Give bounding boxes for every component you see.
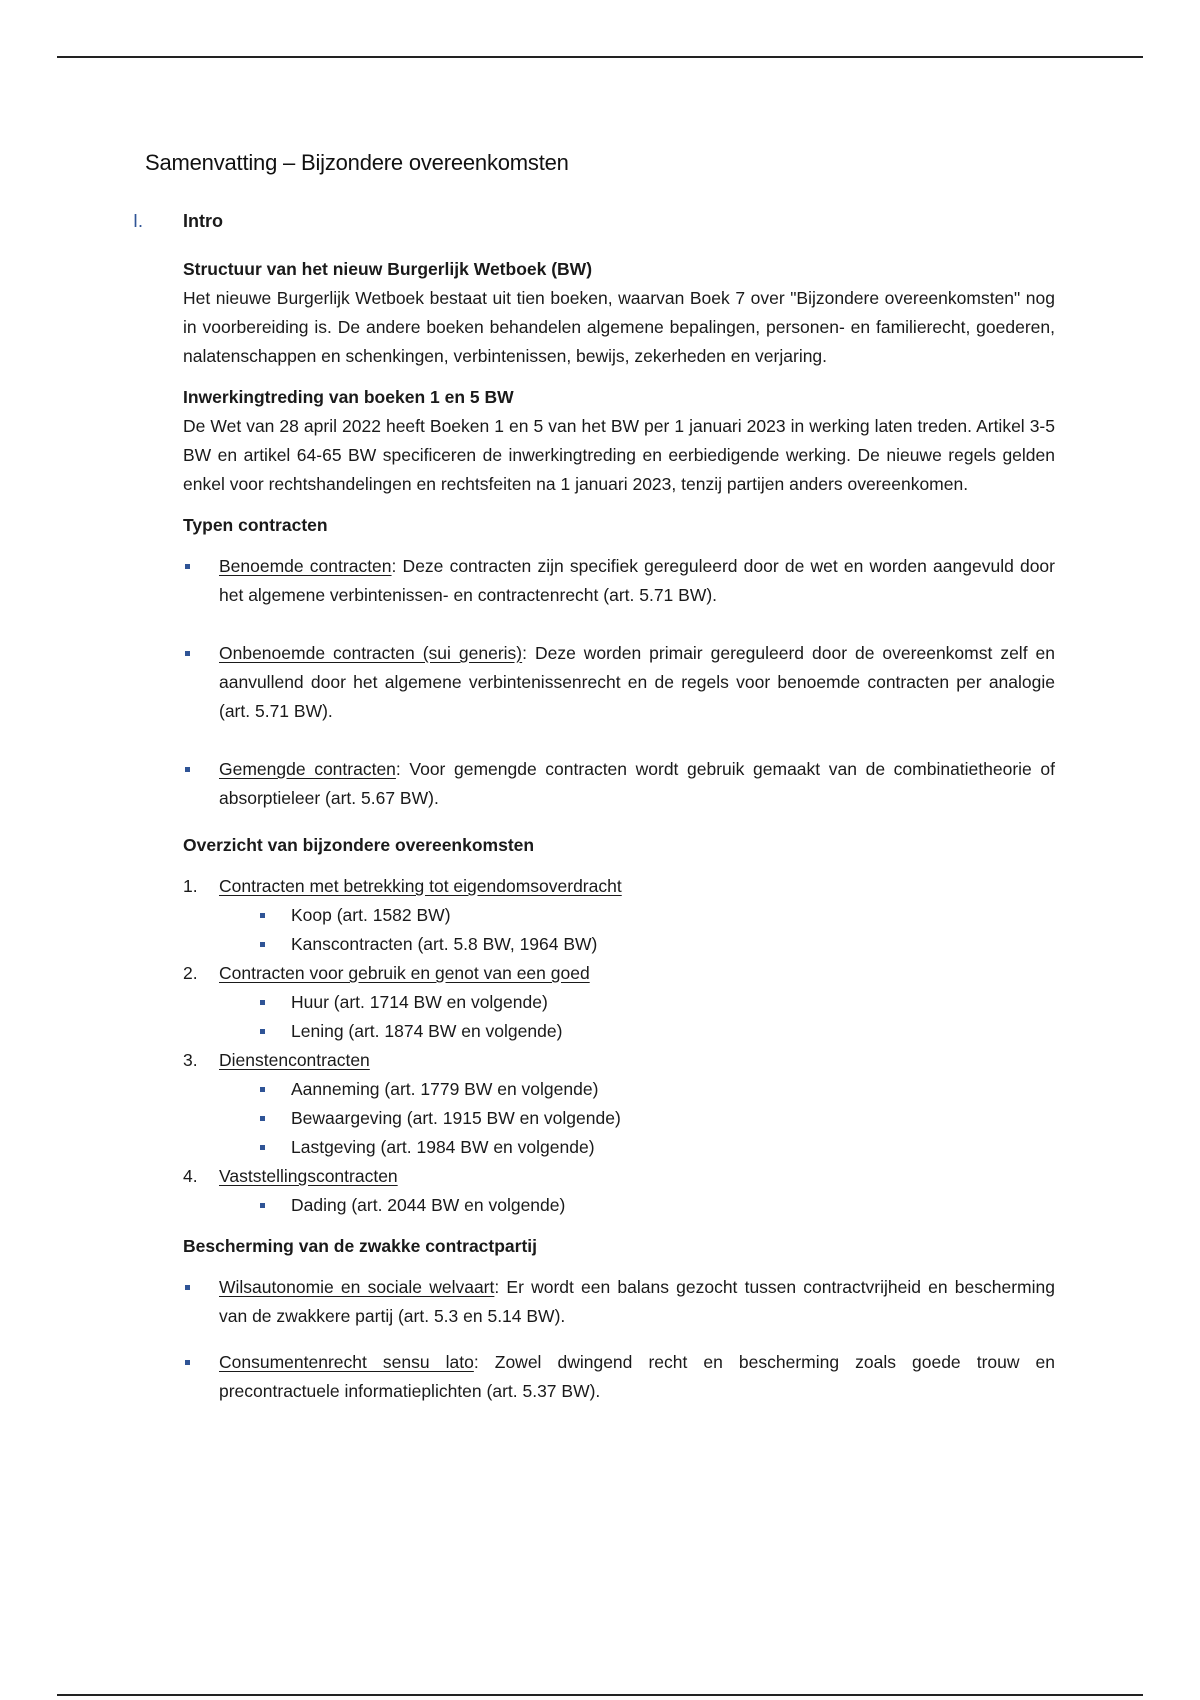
sublist-item: Bewaargeving (art. 1915 BW en volgende) bbox=[291, 1104, 1055, 1133]
list-item bbox=[183, 755, 1055, 813]
paragraph-inwerkingtreding: De Wet van 28 april 2022 heeft Boeken 1 en 5 van het BW per 1 januari 2023 in werking laten treden. Artikel 3-5 BW en artikel 64-65 BW specificeren de inwerkingtreding en eerbiedigende werking. De nieuwe regels gelden enkel voor rechtshandelingen en rechtsfeiten na 1 januari 2023, tenzij partijen anders overeenkomen. bbox=[183, 416, 1055, 494]
subheading-structuur: Structuur van het nieuw Burgerlijk Wetboek (BW) bbox=[183, 259, 593, 279]
list-item-term: Onbenoemde contracten (sui generis) bbox=[219, 643, 523, 663]
list-item-term: Gemengde contracten bbox=[219, 759, 396, 779]
numbered-item bbox=[183, 872, 1055, 959]
list-item bbox=[183, 1348, 1055, 1406]
header-rule bbox=[57, 56, 1143, 58]
list-item-text: : Deze contracten zijn specifiek gereguleerd door de wet en worden aangevuld door het algemene verbintenissen- en contractenrecht (art. 5.71 BW). bbox=[219, 556, 1055, 605]
bescherming-list bbox=[183, 1273, 1055, 1406]
item-number: 4. bbox=[183, 1166, 198, 1186]
section-heading bbox=[133, 211, 223, 232]
subheading-inwerkingtreding: Inwerkingtreding van boeken 1 en 5 BW bbox=[183, 387, 514, 407]
subheading-typen-contracten: Typen contracten bbox=[183, 515, 328, 535]
sublist-item: Aanneming (art. 1779 BW en volgende) bbox=[291, 1075, 1055, 1104]
numbered-item bbox=[183, 1046, 1055, 1162]
list-item-text: : Voor gemengde contracten wordt gebruik gemaakt van de combinatietheorie of absorptieleer (art. 5.67 BW). bbox=[219, 759, 1055, 808]
sublist-item: Kanscontracten (art. 5.8 BW, 1964 BW) bbox=[291, 930, 1055, 959]
sublist bbox=[219, 1191, 1055, 1220]
list-item bbox=[183, 639, 1055, 726]
footer-rule bbox=[57, 1694, 1143, 1696]
list-item bbox=[183, 1273, 1055, 1331]
item-label: Dienstencontracten bbox=[219, 1050, 370, 1070]
list-item-text: : Deze worden primair gereguleerd door de overeenkomst zelf en aanvullend door het algemene verbintenissenrecht en de regels voor benoemde contracten per analogie (art. 5.71 BW). bbox=[219, 643, 1055, 721]
sublist bbox=[219, 901, 1055, 959]
sublist-item: Lening (art. 1874 BW en volgende) bbox=[291, 1017, 1055, 1046]
page-title: Samenvatting – Bijzondere overeenkomsten bbox=[145, 150, 569, 175]
numbered-item bbox=[183, 959, 1055, 1046]
typen-contracten-list bbox=[183, 552, 1055, 813]
sublist-item: Koop (art. 1582 BW) bbox=[291, 901, 1055, 930]
item-label: Vaststellingscontracten bbox=[219, 1166, 398, 1186]
numbered-item bbox=[183, 1162, 1055, 1220]
subheading-overzicht: Overzicht van bijzondere overeenkomsten bbox=[183, 835, 535, 855]
list-item-term: Benoemde contracten bbox=[219, 556, 392, 576]
sublist bbox=[219, 988, 1055, 1046]
item-number: 3. bbox=[183, 1050, 198, 1070]
list-item bbox=[183, 552, 1055, 610]
list-item-term: Wilsautonomie en sociale welvaart bbox=[219, 1277, 495, 1297]
section-number: I. bbox=[133, 211, 144, 231]
overzicht-list bbox=[183, 872, 1055, 1220]
list-item-term: Consumentenrecht sensu lato bbox=[219, 1352, 474, 1372]
item-number: 2. bbox=[183, 963, 198, 983]
item-label: Contracten met betrekking tot eigendomsoverdracht bbox=[219, 876, 622, 896]
sublist-item: Lastgeving (art. 1984 BW en volgende) bbox=[291, 1133, 1055, 1162]
section-title: Intro bbox=[183, 211, 223, 231]
subheading-bescherming: Bescherming van de zwakke contractpartij bbox=[183, 1236, 538, 1256]
list-item-text: : Zowel dwingend recht en bescherming zoals goede trouw en precontractuele informatieplichten (art. 5.37 BW). bbox=[219, 1352, 1056, 1401]
sublist-item: Dading (art. 2044 BW en volgende) bbox=[291, 1191, 1055, 1220]
item-number: 1. bbox=[183, 876, 198, 896]
list-item-text: : Er wordt een balans gezocht tussen contractvrijheid en bescherming van de zwakkere partij (art. 5.3 en 5.14 BW). bbox=[219, 1277, 1055, 1326]
sublist-item: Huur (art. 1714 BW en volgende) bbox=[291, 988, 1055, 1017]
sublist bbox=[219, 1075, 1055, 1162]
document-body bbox=[183, 255, 1055, 1435]
paragraph-structuur: Het nieuwe Burgerlijk Wetboek bestaat uit tien boeken, waarvan Boek 7 over "Bijzondere overeenkomsten" nog in voorbereiding is. De andere boeken behandelen algemene bepalingen, personen- en familierecht, goederen, nalatenschappen en schenkingen, verbintenissen, bewijs, zekerheden en verjaring. bbox=[183, 288, 1055, 366]
item-label: Contracten voor gebruik en genot van een goed bbox=[219, 963, 590, 983]
